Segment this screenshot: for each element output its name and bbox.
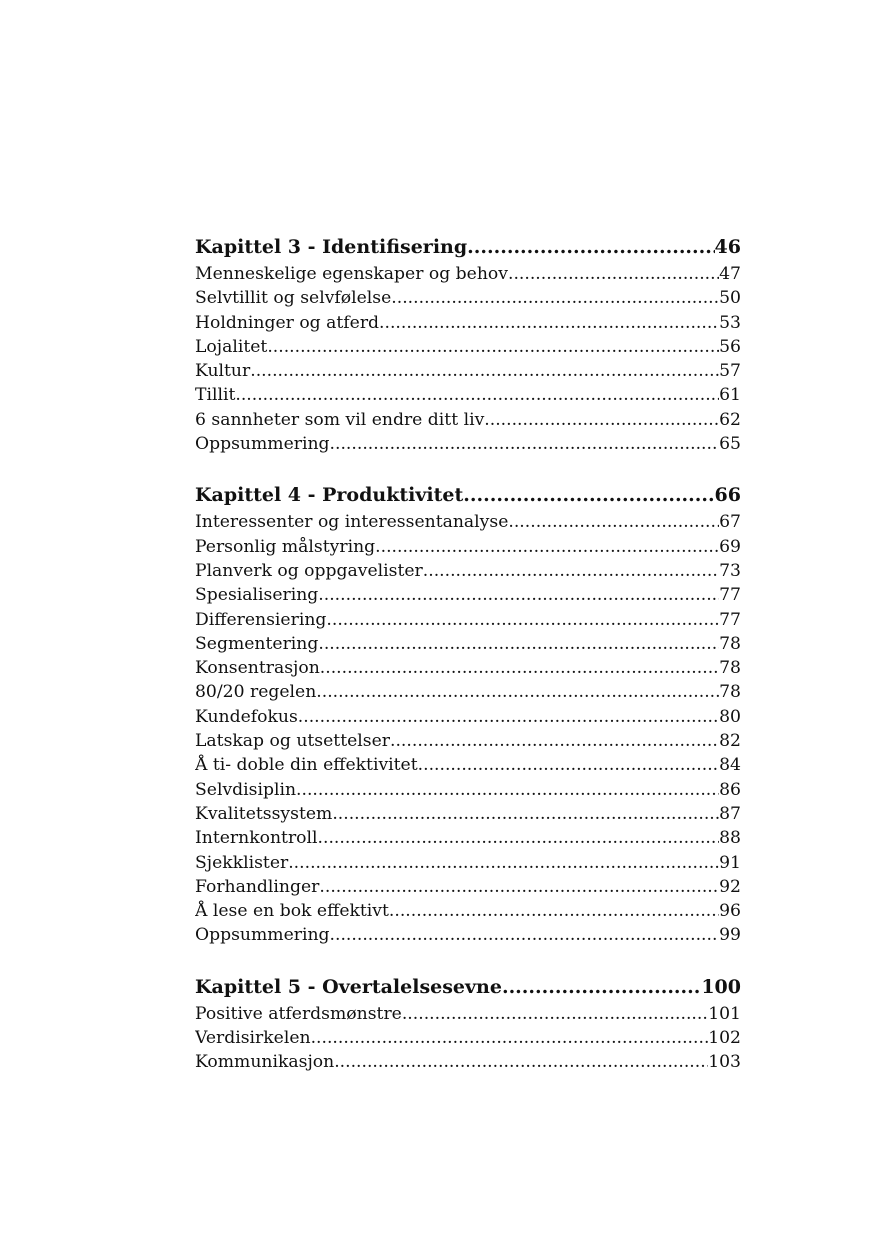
dot-leader xyxy=(418,753,719,777)
entry-title: Konsentrasjon xyxy=(195,658,320,679)
dot-leader xyxy=(423,559,719,583)
chapter-heading xyxy=(195,480,741,510)
table-of-contents xyxy=(195,232,741,1099)
entry-page-number: 103 xyxy=(708,1052,741,1073)
entry-page-number: 47 xyxy=(719,264,741,284)
toc-entry xyxy=(195,802,741,826)
dot-leader xyxy=(332,802,719,826)
entry-page-number: 65 xyxy=(719,434,741,455)
entry-title: Latskap og utsettelser xyxy=(195,731,390,752)
dot-leader xyxy=(463,480,714,510)
entry-page-number: 61 xyxy=(719,385,741,406)
entry-page-number: 78 xyxy=(719,633,741,654)
chapter-section xyxy=(195,972,741,1075)
dot-leader xyxy=(508,510,719,534)
entry-page-number: 50 xyxy=(719,288,741,309)
chapter-page-number: 46 xyxy=(714,236,741,258)
entry-title: Holdninger og atferd xyxy=(195,312,380,333)
dot-leader xyxy=(391,286,719,310)
entry-title: Planverk og oppgavelister xyxy=(195,560,423,581)
entry-page-number: 96 xyxy=(719,901,741,922)
chapter-page-number: 100 xyxy=(701,975,741,998)
entry-title: Differensiering xyxy=(195,609,327,630)
toc-entry xyxy=(195,383,741,407)
dot-leader xyxy=(330,432,720,456)
entry-page-number: 57 xyxy=(719,361,741,382)
dot-leader xyxy=(318,632,719,656)
toc-entry xyxy=(195,899,741,923)
dot-leader xyxy=(390,729,719,753)
toc-entry xyxy=(195,826,741,850)
dot-leader xyxy=(326,608,719,632)
entry-page-number: 77 xyxy=(719,609,741,630)
entry-title: Lojalitet xyxy=(195,336,268,357)
toc-entry xyxy=(195,778,741,802)
dot-leader xyxy=(379,311,719,335)
chapter-title: Kapittel 4 - Produktivitet xyxy=(195,484,464,507)
toc-entry xyxy=(195,432,741,456)
entry-title: Internkontroll xyxy=(195,828,318,849)
chapter-section xyxy=(195,480,741,947)
toc-entry xyxy=(195,559,741,583)
dot-leader xyxy=(318,826,720,850)
toc-entry xyxy=(195,1026,741,1050)
dot-leader xyxy=(296,778,719,802)
entry-page-number: 82 xyxy=(719,731,741,752)
toc-entry xyxy=(195,656,741,680)
entry-page-number: 77 xyxy=(719,585,741,606)
entry-title: Kultur xyxy=(195,361,251,382)
entry-title: Segmentering xyxy=(195,633,319,654)
toc-entry xyxy=(195,923,741,947)
dot-leader xyxy=(250,359,719,383)
toc-entry xyxy=(195,632,741,656)
dot-leader xyxy=(319,875,719,899)
toc-entry xyxy=(195,408,741,432)
entry-title: Å ti- doble din effektivitet xyxy=(195,755,418,776)
dot-leader xyxy=(318,583,719,607)
dot-leader xyxy=(298,705,719,729)
entry-title: 6 sannheter som vil endre ditt liv xyxy=(195,409,485,430)
toc-entry xyxy=(195,680,741,704)
entry-title: Kvalitetssystem xyxy=(195,803,333,824)
entry-page-number: 102 xyxy=(708,1028,741,1049)
chapter-title: Kapittel 5 - Overtalelsesevne xyxy=(195,975,502,998)
entry-title: Kundefokus xyxy=(195,706,298,727)
dot-leader xyxy=(389,899,719,923)
chapter-section xyxy=(195,232,741,456)
entry-title: Verdisirkelen xyxy=(195,1028,311,1049)
entry-title: Forhandlinger xyxy=(195,876,320,897)
entry-page-number: 91 xyxy=(719,852,741,873)
entry-page-number: 56 xyxy=(719,336,741,357)
entry-title: Selvdisiplin xyxy=(195,779,297,800)
toc-entry xyxy=(195,262,741,286)
toc-entry xyxy=(195,875,741,899)
entry-page-number: 78 xyxy=(719,682,741,703)
entry-page-number: 67 xyxy=(719,512,741,533)
entry-page-number: 87 xyxy=(719,803,741,824)
toc-entry xyxy=(195,705,741,729)
dot-leader xyxy=(316,680,719,704)
entry-page-number: 84 xyxy=(719,755,741,776)
toc-entry xyxy=(195,510,741,534)
entry-title: Spesialisering xyxy=(195,585,319,606)
dot-leader xyxy=(311,1026,709,1050)
chapter-page-number: 66 xyxy=(714,484,741,507)
entry-title: Oppsummering xyxy=(195,434,330,455)
entry-page-number: 53 xyxy=(719,312,741,333)
dot-leader xyxy=(320,656,719,680)
entry-title: Menneskelige egenskaper og behov xyxy=(195,264,508,284)
toc-entry xyxy=(195,583,741,607)
dot-leader xyxy=(267,335,719,359)
dot-leader xyxy=(235,383,719,407)
dot-leader xyxy=(334,1050,708,1074)
entry-page-number: 62 xyxy=(719,409,741,430)
toc-entry xyxy=(195,359,741,383)
chapter-heading xyxy=(195,232,741,262)
entry-page-number: 101 xyxy=(708,1003,741,1024)
toc-entry xyxy=(195,729,741,753)
entry-title: Selvtillit og selvfølelse xyxy=(195,288,392,309)
dot-leader xyxy=(467,232,714,262)
entry-page-number: 99 xyxy=(719,925,741,946)
entry-page-number: 73 xyxy=(719,560,741,581)
entry-page-number: 80 xyxy=(719,706,741,727)
toc-entry xyxy=(195,335,741,359)
chapter-heading xyxy=(195,972,741,1002)
entry-title: Sjekklister xyxy=(195,852,289,873)
entry-title: Tillit xyxy=(195,385,236,406)
dot-leader xyxy=(288,851,719,875)
entry-title: Oppsummering xyxy=(195,925,330,946)
entry-title: Personlig målstyring xyxy=(195,536,376,557)
entry-title: Interessenter og interessentanalyse xyxy=(195,512,509,533)
toc-entry xyxy=(195,286,741,310)
chapter-title: Kapittel 3 - Identifisering xyxy=(195,236,468,258)
entry-title: Kommunikasjon xyxy=(195,1052,335,1073)
entry-title: Å lese en bok effektivt xyxy=(195,901,389,922)
dot-leader xyxy=(502,972,701,1002)
entry-page-number: 86 xyxy=(719,779,741,800)
toc-entry xyxy=(195,753,741,777)
dot-leader xyxy=(330,923,720,947)
dot-leader xyxy=(402,1002,708,1026)
toc-entry xyxy=(195,608,741,632)
entry-page-number: 88 xyxy=(719,828,741,849)
toc-entry xyxy=(195,535,741,559)
toc-entry xyxy=(195,851,741,875)
entry-page-number: 92 xyxy=(719,876,741,897)
entry-page-number: 69 xyxy=(719,536,741,557)
entry-page-number: 78 xyxy=(719,658,741,679)
entry-title: 80/20 regelen xyxy=(195,682,317,703)
toc-entry xyxy=(195,1050,741,1074)
toc-entry xyxy=(195,311,741,335)
dot-leader xyxy=(508,262,719,286)
toc-entry xyxy=(195,1002,741,1026)
dot-leader xyxy=(484,408,719,432)
dot-leader xyxy=(375,535,719,559)
entry-title: Positive atferdsmønstre xyxy=(195,1003,402,1024)
